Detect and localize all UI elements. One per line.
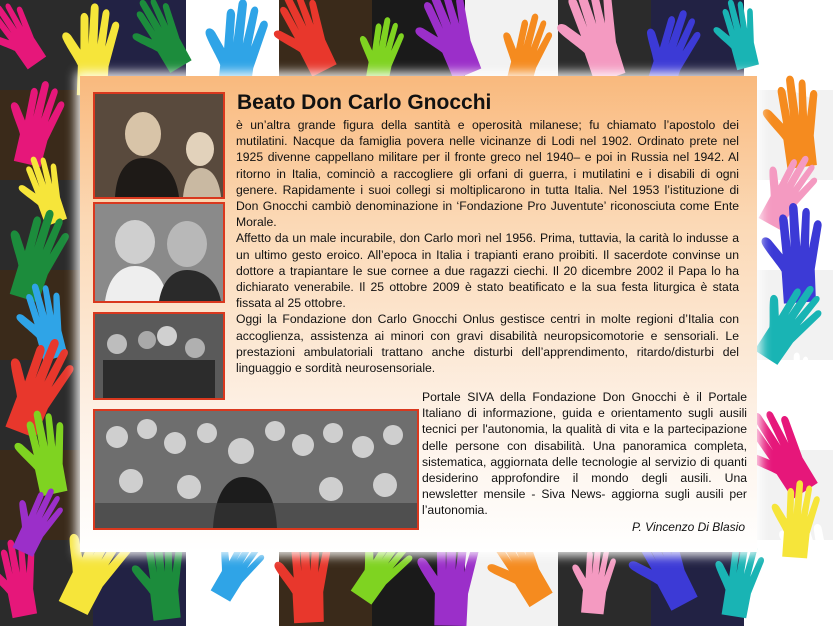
page-title: Beato Don Carlo Gnocchi <box>237 91 492 114</box>
photo-don-gnocchi-with-child <box>93 202 225 303</box>
photo-children-group <box>93 312 225 400</box>
paragraph-foundation: Oggi la Fondazione don Carlo Gnocchi Onlus gestisce centri in molte regioni d’Italia con accoglienza, assistenza ai minori con gravi disabilità neuropsicomotorie e sensoriali. Le prestazioni ambulatoriali trattano anche disturbi dell’apprendimento, ritardo/disturbi del linguaggio e sordità neurosensoriale. <box>236 312 739 376</box>
siva-portal-text <box>422 389 747 519</box>
photo-don-gnocchi-with-boys <box>93 409 419 530</box>
paragraph-biography: è un’altra grande figura della santità e operosità milanese; fu chiamato l’apostolo dei mutilatini. Nacque da famiglia povera nelle vicinanze di Lodi nel 1902. Ordinato prete nel 1925 divenne cappellano militare per il fronte greco nel 1940– e poi in Russia nel 1942. Al ritorno in Italia, cominciò a raccogliere gli orfani di guerra, i mutilatini e i disabili di ogni genere. Rapidamente i suoi collegi si moltiplicarono in tutta Italia. Nel 1953 l’istituzione di Don Gnocchi cambiò denominazione in ‘Fondazione Pro Juventute’ riconosciuta come Ente Morale. <box>236 118 739 230</box>
biography-text <box>236 117 739 376</box>
photo-don-gnocchi-portrait <box>93 92 225 199</box>
paragraph-siva: Portale SIVA della Fondazione Don Gnocchi è il Portale Italiano di informazione, guida e orientamento sugli ausili tecnici per l'autonomia, la qualità di vita e la partecipazione delle persone con disabilità. Una panoramica completa, sistematica, aggiornata delle tecnologie al servizio di quanti desiderino approfondire il mondo degli ausili. Una newsletter mensile - Siva News- aggiorna sugli ausili per l’autonomia. <box>422 390 747 518</box>
paragraph-death: Affetto da un male incurabile, don Carlo morì nel 1956. Prima, tuttavia, la carità lo indusse a un ultimo gesto eroico. All’epoca in Italia i trapianti erano proibiti. Il sacerdote convinse un dottore a trapiantare le sue cornee a due ragazzi ciechi. Il 20 dicembre 2002 il Papa lo ha dichiarato venerabile. Il 25 ottobre 2009 è stato beatificato e la sua festa liturgica è stata fissata al 25 ottobre. <box>236 231 739 311</box>
content-panel <box>80 76 757 552</box>
author-signature: P. Vincenzo Di Blasio <box>632 520 745 534</box>
